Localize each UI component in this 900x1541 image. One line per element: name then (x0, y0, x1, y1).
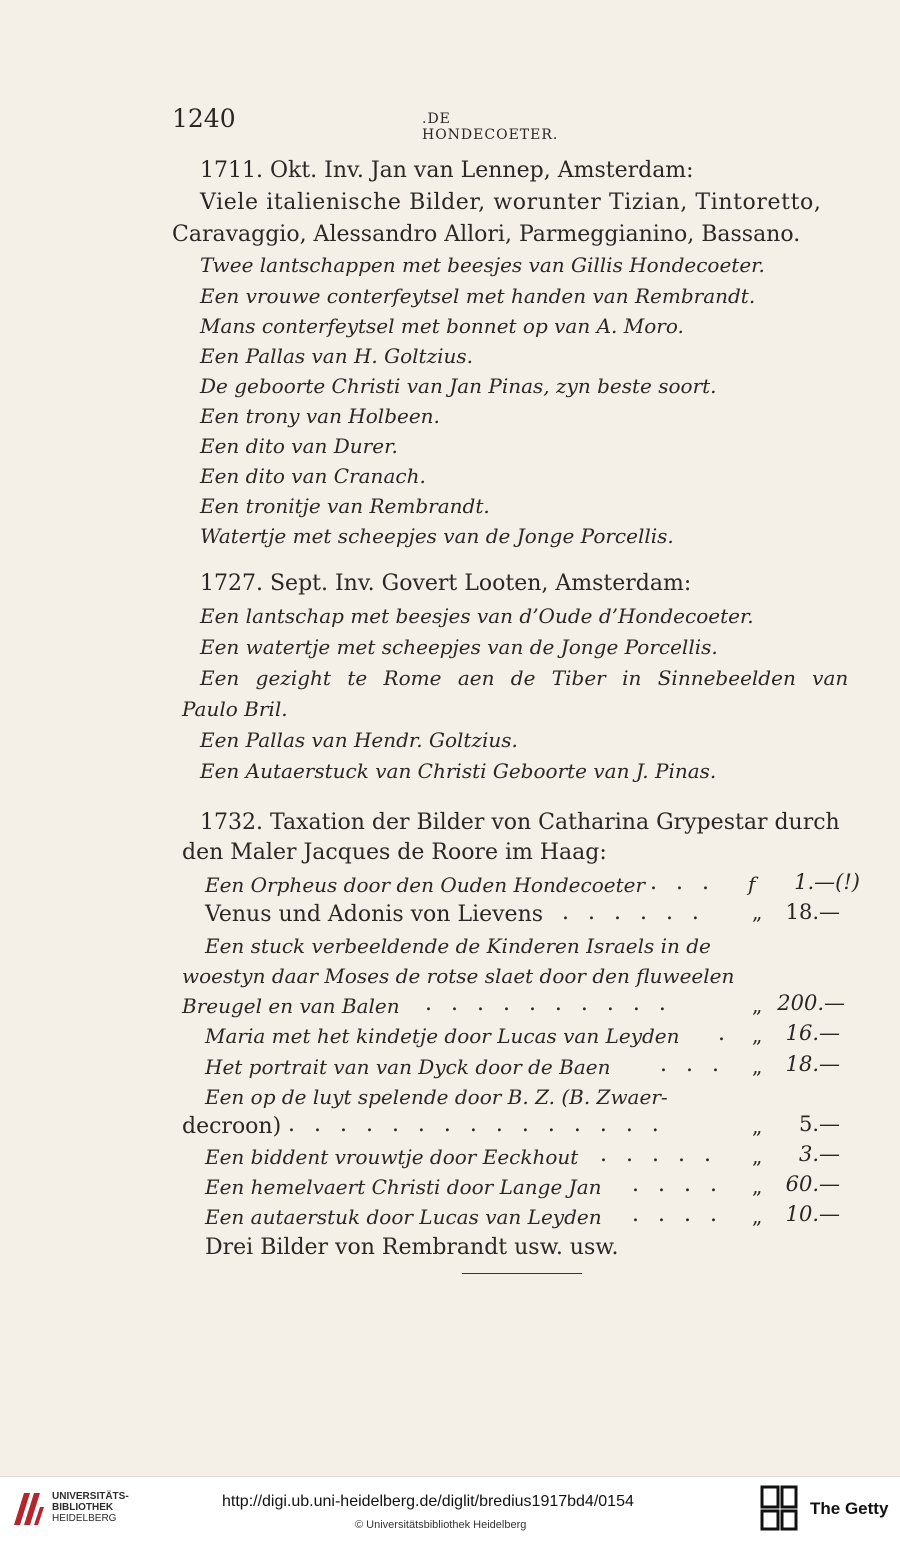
body-line: Viele italienische Bilder, worunter Tizian, Tintoretto, (200, 190, 822, 215)
inventory-item: Een gezight te Rome aen de Tiber in Sinnebeelden van (200, 666, 849, 690)
inventory-item-continued: Paulo Bril. (182, 697, 288, 721)
price: 16.— (785, 1021, 840, 1045)
inventory-item: Een vrouwe conterfeytsel met handen van Rembrandt. (200, 284, 756, 308)
institution-line: HEIDELBERG (52, 1513, 117, 1524)
inventory-item: Een tronitje van Rembrandt. (200, 494, 490, 518)
leader-dots: . . . . . . . . . . (425, 991, 672, 1016)
section-heading: 1732. Taxation der Bilder von Catharina Grypestar durch (200, 810, 840, 835)
price: 3.— (798, 1142, 840, 1166)
price: 18.— (785, 900, 840, 924)
institution-line: UNIVERSITÄTS- (52, 1491, 129, 1502)
price: 60.— (785, 1172, 840, 1196)
institution-line: BIBLIOTHEK (52, 1502, 114, 1513)
ditto-mark: „ (752, 1204, 763, 1228)
ditto-mark: „ (752, 900, 763, 924)
university-library-logo-icon (10, 1489, 46, 1529)
valuation-item: Een Orpheus door den Ouden Hondecoeter (205, 873, 645, 897)
ditto-mark: „ (752, 1054, 763, 1078)
valuation-item: Een hemelvaert Christi door Lange Jan (205, 1175, 602, 1199)
ditto-mark: „ (752, 1144, 763, 1168)
price: 18.— (785, 1052, 840, 1076)
valuation-item: Een biddent vrouwtje door Eeckhout (205, 1145, 579, 1169)
inventory-item: Een dito van Durer. (200, 434, 398, 458)
leader-dots: . . . (660, 1052, 725, 1077)
section-heading: 1711. Okt. Inv. Jan van Lennep, Amsterdam: (200, 158, 694, 183)
section-heading: 1727. Sept. Inv. Govert Looten, Amsterdam: (200, 571, 692, 596)
closing-line: Drei Bilder von Rembrandt usw. usw. (205, 1235, 619, 1260)
inventory-item: Een watertje met scheepjes van de Jonge Porcellis. (200, 635, 718, 659)
valuation-item: Een autaerstuk door Lucas van Leyden (205, 1205, 602, 1229)
institution-name (52, 1491, 129, 1524)
inventory-item: Een Autaerstuck van Christi Geboorte van J. Pinas. (200, 759, 717, 783)
body-line: Caravaggio, Alessandro Allori, Parmeggianino, Bassano. (172, 222, 801, 247)
leader-dots: . . . (650, 870, 715, 895)
leader-dots: . . . . . (600, 1142, 717, 1167)
ditto-mark: „ (752, 1114, 763, 1138)
valuation-item: Het portrait van van Dyck door de Baen (205, 1055, 611, 1079)
leader-dots: . . . . . . . . . . . . . . . (288, 1112, 665, 1137)
inventory-item: Een lantschap met beesjes van d’Oude d’Hondecoeter. (200, 604, 754, 628)
getty-logo-icon (760, 1485, 798, 1533)
inventory-item: Een dito van Cranach. (200, 464, 426, 488)
running-title: .DE HONDECOETER. (422, 111, 559, 143)
inventory-item: De geboorte Christi van Jan Pinas, zyn beste soort. (200, 374, 717, 398)
valuation-item: Een op de luyt spelende door B. Z. (B. Zwaer- (205, 1085, 668, 1109)
page-number: 1240 (172, 104, 236, 133)
leader-dots: . . . . (632, 1202, 723, 1227)
inventory-item: Een trony van Holbeen. (200, 404, 440, 428)
price: 5.— (798, 1112, 840, 1136)
page-header (172, 104, 592, 143)
inventory-item: Watertje met scheepjes van de Jonge Porcellis. (200, 524, 674, 548)
leader-dots: . . . . . . (562, 900, 705, 925)
valuation-item-continued: decroon) (182, 1114, 282, 1139)
currency-symbol: f (748, 872, 756, 896)
end-rule (462, 1273, 582, 1274)
inventory-item: Mans conterfeytsel met bonnet op van A. Moro. (200, 314, 684, 338)
valuation-item-continued: Breugel en van Balen (182, 994, 400, 1018)
ditto-mark: „ (752, 1023, 763, 1047)
price: 1.—(!) (794, 870, 860, 894)
permalink-url[interactable]: http://digi.ub.uni-heidelberg.de/diglit/bredius1917bd4/0154 (222, 1493, 634, 1510)
leader-dots: . (718, 1021, 731, 1046)
price: 200.— (777, 991, 845, 1015)
leader-dots: . . . . (632, 1172, 723, 1197)
valuation-item: Een stuck verbeeldende de Kinderen Israels in de (205, 934, 711, 958)
sponsor-name: The Getty (810, 1499, 889, 1518)
valuation-item: Maria met het kindetje door Lucas van Leyden (205, 1024, 680, 1048)
copyright-notice: © Universitätsbibliothek Heidelberg (355, 1519, 527, 1531)
inventory-item: Een Pallas van Hendr. Goltzius. (200, 728, 518, 752)
digitization-footer (0, 1476, 900, 1541)
inventory-item: Een Pallas van H. Goltzius. (200, 344, 473, 368)
valuation-item: Venus und Adonis von Lievens (205, 902, 544, 927)
ditto-mark: „ (752, 1174, 763, 1198)
price: 10.— (785, 1202, 840, 1226)
section-heading-continued: den Maler Jacques de Roore im Haag: (182, 840, 607, 865)
valuation-item-continued: woestyn daar Moses de rotse slaet door den fluweelen (182, 964, 735, 988)
ditto-mark: „ (752, 993, 763, 1017)
inventory-item: Twee lantschappen met beesjes van Gillis Hondecoeter. (200, 253, 765, 277)
